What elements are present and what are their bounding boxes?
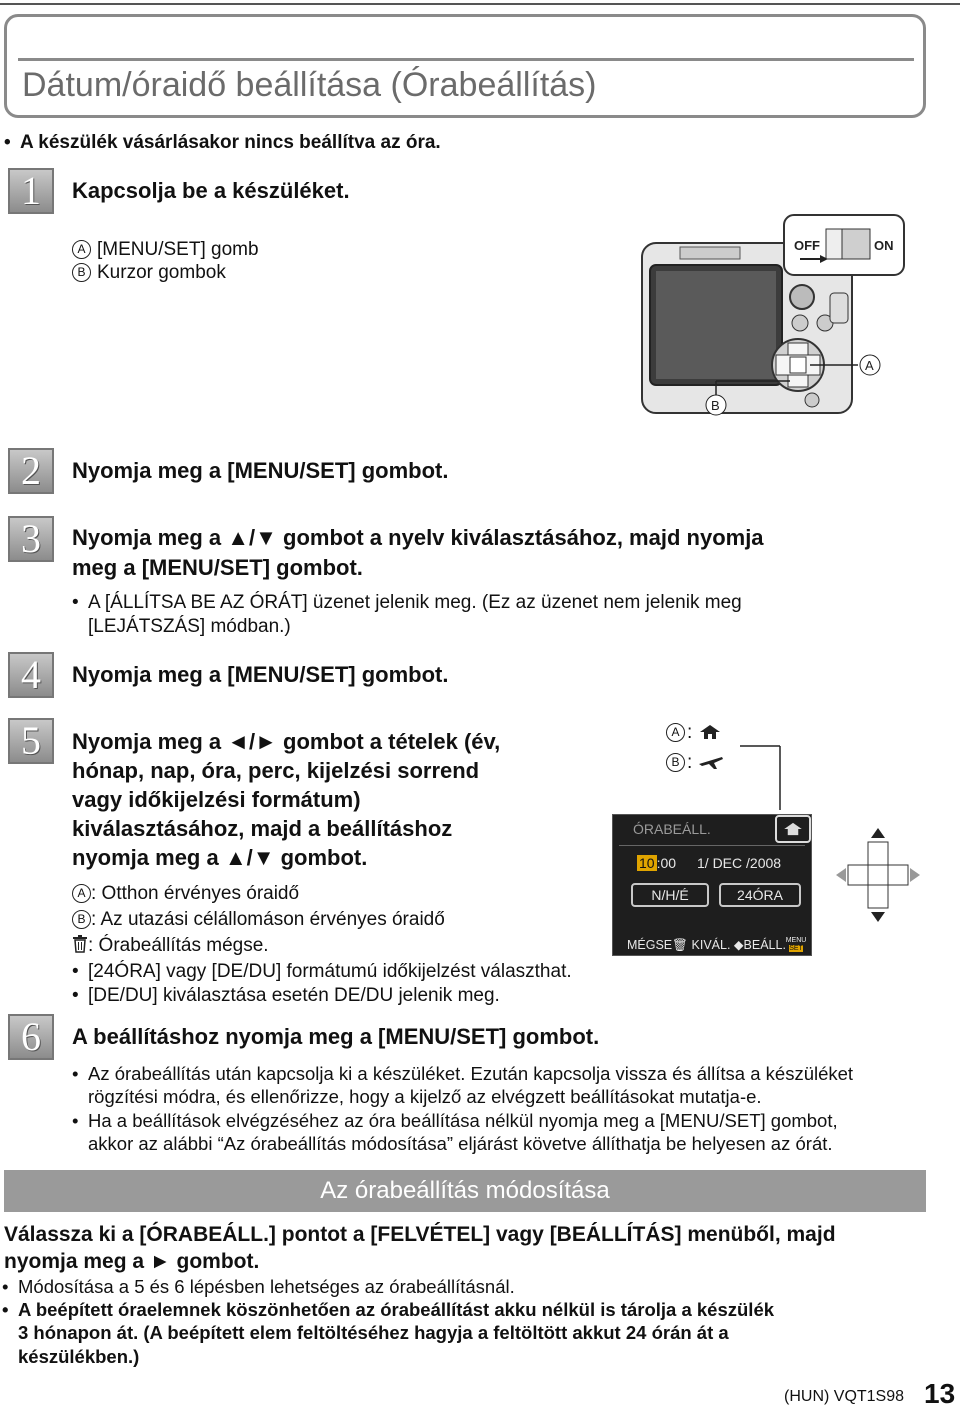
callout-lines: [740, 740, 800, 820]
letter-a-icon: A: [72, 884, 91, 903]
step-5-title-line5: nyomja meg a ▲/▼ gombot.: [72, 845, 368, 870]
top-rule: [0, 3, 960, 5]
camera-illustration: [630, 205, 920, 430]
section-bullet1: • Módosítása a 5 és 6 lépésben lehetséges az órabeállításnál.: [18, 1275, 515, 1298]
legend-a-text: : Otthon érvényes óraidő: [91, 883, 300, 904]
step-5-number: 5: [8, 718, 54, 764]
step-6-title: A beállításhoz nyomja meg a [MENU/SET] gombot.: [72, 1024, 600, 1049]
lcd-clock-screen: [612, 814, 812, 956]
lcd-set-label: BEÁLL.: [743, 938, 786, 952]
menu-set-top: MENU: [785, 937, 807, 944]
lcd-select-label: KIVÁL.: [691, 938, 731, 952]
title-divider: [18, 58, 914, 61]
cursor-pad-diagram: [836, 828, 920, 922]
lcd-hour-format: 24ÓRA: [719, 883, 801, 907]
svg-text:B: B: [711, 398, 720, 413]
step-6-b2-line2: akkor az alábbi “Az órabeállítás módosítása” eljárást követve állíthatja be helyesen az órát.: [88, 1133, 833, 1154]
lcd-cancel-label: MÉGSE: [627, 938, 673, 952]
trash-icon: 🗑: [672, 938, 689, 952]
step-2-title: Nyomja meg a [MENU/SET] gombot.: [72, 458, 449, 483]
step-2-number: 2: [8, 448, 54, 494]
step-3-number: 3: [8, 516, 54, 562]
legend-b: [72, 908, 445, 932]
step-5-title-line1: Nyomja meg a ◄/► gombot a tételek (év,: [72, 729, 501, 754]
step-3-title-line1: Nyomja meg a ▲/▼ gombot a nyelv kiválasztásához, majd nyomja: [72, 525, 764, 550]
intro-note: • A készülék vásárlásakor nincs beállítva az óra.: [20, 131, 441, 155]
step-6-b1-line2: rögzítési módra, és ellenőrizze, hogy a kijelző az elvégzett beállításokat mutatja-e.: [88, 1086, 762, 1107]
letter-a-icon: A: [666, 723, 685, 742]
legend-trash: [72, 934, 269, 958]
step-3-note-line1: • A [ÁLLÍTSA BE AZ ÓRÁT] üzenet jelenik meg. (Ez az üzenet nem jelenik meg: [88, 591, 742, 615]
svg-text:ON: ON: [874, 238, 894, 253]
label-b-text: Kurzor gombok: [97, 262, 226, 283]
svg-text:A: A: [865, 358, 874, 373]
lcd-header: ÓRABEÁLL.: [633, 821, 711, 837]
lcd-bottom-bar: [627, 937, 786, 953]
home-icon: [782, 822, 804, 836]
section-bullet2-line3: készülékben.): [18, 1346, 140, 1367]
lcd-minutes: :00: [656, 855, 677, 871]
step-5-title-line2: hónap, nap, óra, perc, kijelzési sorrend: [72, 758, 480, 783]
home-icon: [698, 724, 722, 740]
letter-b-icon: B: [72, 263, 91, 282]
lcd-time-row: [637, 855, 676, 871]
section-bullet2-line2: 3 hónapon át. (A beépített elem feltöltéséhez hagyja a feltöltött akkut 24 órán át a: [18, 1322, 729, 1343]
svg-text:OFF: OFF: [794, 238, 820, 253]
page-title: Dátum/óraidő beállítása (Órabeállítás): [22, 66, 597, 104]
footer-code: (HUN) VQT1S98: [784, 1388, 905, 1405]
callout-b: B :: [666, 751, 724, 775]
lcd-hour-selected: 10: [639, 855, 655, 871]
section-lead-line2: nyomja meg a ► gombot.: [4, 1250, 260, 1273]
step-6-b1-line1: • Az órabeállítás után kapcsolja ki a készüléket. Ezután kapcsolja vissza és állítsa a készüléket: [88, 1062, 853, 1085]
step-6-number: 6: [8, 1014, 54, 1060]
step-5-bullet2: • [DE/DU] kiválasztása esetén DE/DU jelenik meg.: [88, 984, 500, 1008]
label-b-row: [72, 261, 226, 285]
updown-icon: ◆: [733, 938, 744, 952]
letter-b-icon: B: [72, 910, 91, 929]
trash-icon: [72, 935, 88, 953]
lcd-date-order: N/H/É: [631, 883, 709, 907]
legend-a: [72, 882, 299, 906]
section-header-bar: [4, 1170, 926, 1212]
lcd-home-indicator: [775, 815, 811, 843]
letter-a-icon: A: [72, 240, 91, 259]
step-1-number: 1: [8, 168, 54, 214]
section-bullet2-line1: • A beépített óraelemnek köszönhetően az órabeállítást akku nélkül is tárolja a készülék: [18, 1298, 774, 1321]
letter-b-icon: B: [666, 753, 685, 772]
step-6-b2-line1: • Ha a beállítások elvégzéséhez az óra beállítása nélkül nyomja meg a [MENU/SET] gombot,: [88, 1109, 838, 1132]
step-5-bullet1: • [24ÓRA] vagy [DE/DU] formátumú időkijelzést választhat.: [88, 960, 572, 984]
label-a-text: [MENU/SET] gomb: [97, 239, 259, 260]
section-lead-line1: Válassza ki a [ÓRABEÁLL.] pontot a [FELVÉTEL] vagy [BEÁLLÍTÁS] menüből, majd: [4, 1223, 836, 1246]
lcd-date: 1/ DEC /2008: [697, 855, 782, 871]
step-4-title: Nyomja meg a [MENU/SET] gombot.: [72, 662, 449, 687]
menu-set-icon: [785, 937, 807, 953]
legend-b-text: : Az utazási célállomáson érvényes óraidő: [91, 909, 445, 930]
step-3-title-line2: meg a [MENU/SET] gombot.: [72, 555, 363, 580]
legend-trash-text: : Órabeállítás mégse.: [88, 935, 269, 956]
step-5-title-line4: kiválasztásához, majd a beállításhoz: [72, 816, 453, 841]
step-3-note-line2: [LEJÁTSZÁS] módban.): [88, 616, 291, 637]
callout-a: A :: [666, 721, 722, 745]
step-4-number: 4: [8, 652, 54, 698]
airplane-icon: [698, 754, 724, 770]
page-number: 13: [924, 1378, 956, 1409]
step-1-title: Kapcsolja be a készüléket.: [72, 178, 350, 203]
menu-set-bottom: SET: [789, 945, 803, 952]
step-5-title-line3: vagy időkijelzési formátum): [72, 787, 361, 812]
section-title: Az órabeállítás módosítása: [320, 1177, 610, 1204]
label-a-row: [72, 238, 259, 262]
